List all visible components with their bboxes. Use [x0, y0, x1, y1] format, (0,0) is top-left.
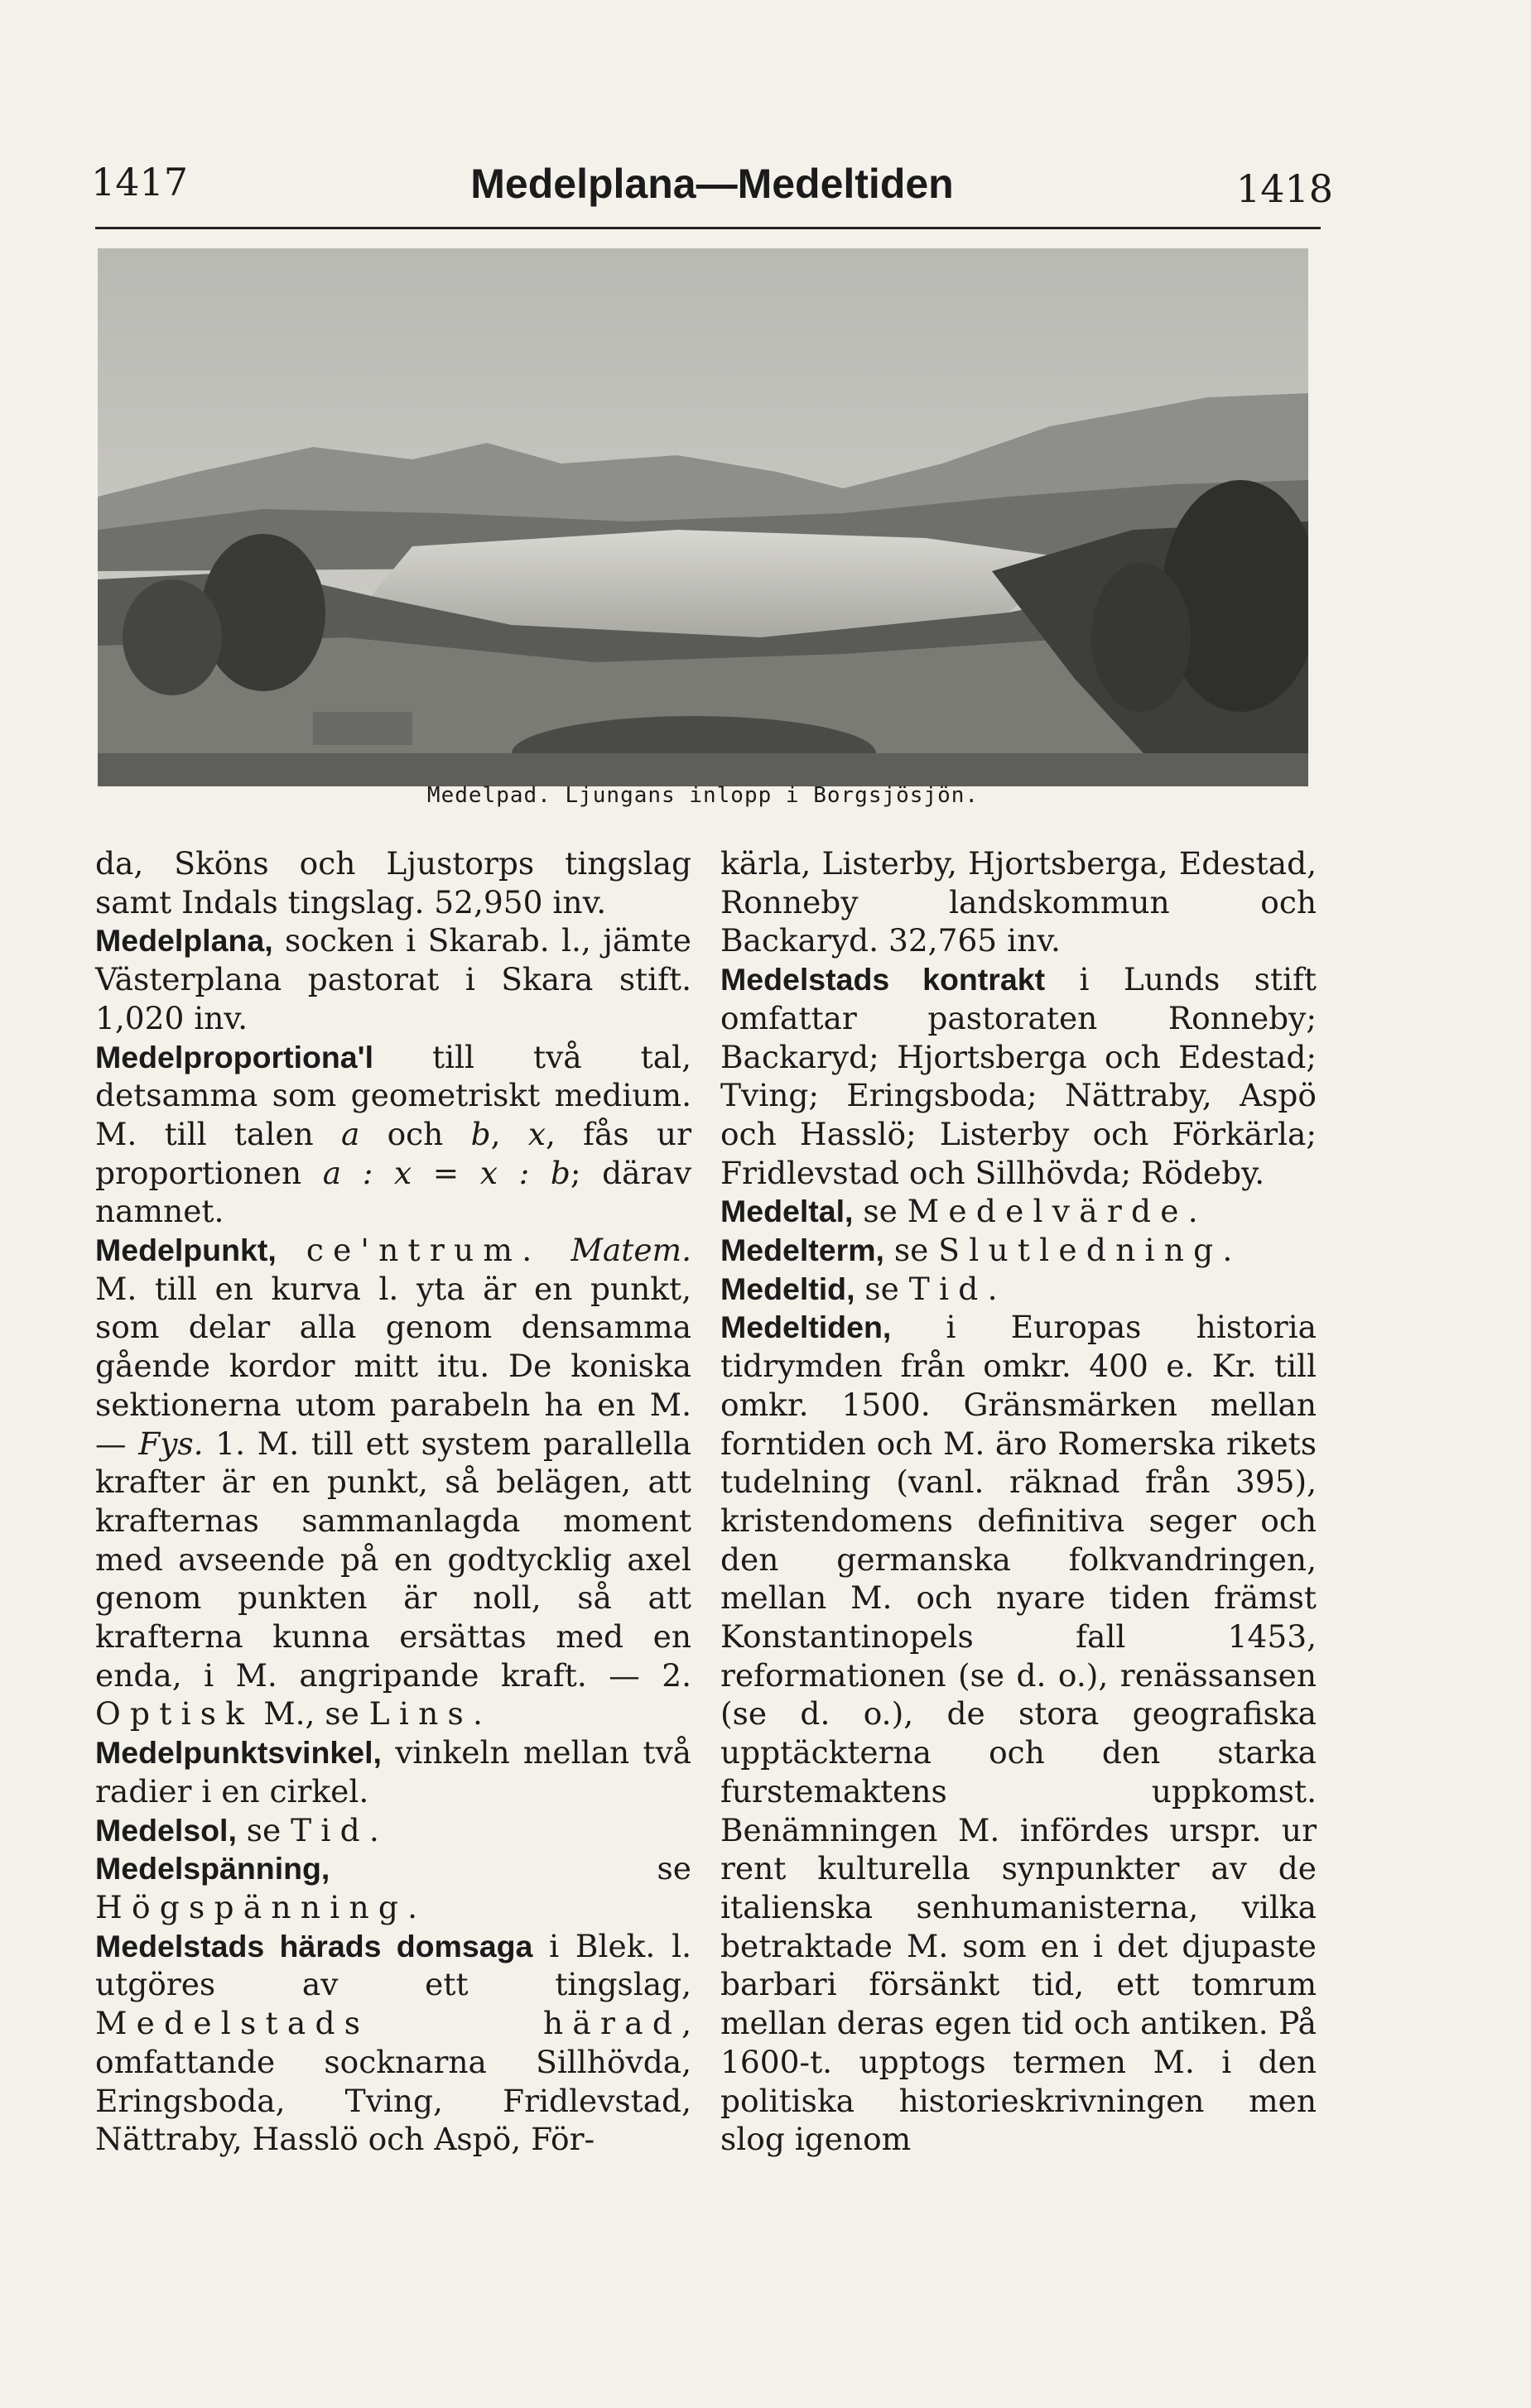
entry-medelpunkt: Medelpunkt, ce'ntrum. Matem. M. till en kurva l. yta är en punkt, som delar alla genom densamma gående kordor mitt itu. De koniska sektionerna utom parabeln ha en M. — Fys. 1. M. till ett system parallella krafter är en punkt, så belägen, att krafternas sammanlagda moment med avseende på en godtycklig axel genom punkten är noll, så att krafterna kunna ersättas med en enda, i M. angripande kraft. — 2. Optisk M., se Lins. [95, 1232, 691, 1733]
header-rule [95, 227, 1321, 229]
entry-continuation-right: kärla, Listerby, Hjortsberga, Edestad, Ronneby landskommun och Backaryd. 32,765 inv. [720, 845, 1317, 959]
entry-medeltid: Medeltid, se Tid. [720, 1270, 998, 1307]
entry-medelstads-kontrakt: Medelstads kontrakt i Lunds stift omfattar pastoraten Ronneby; Backaryd; Hjortsberga och Edestad; Tving; Eringsboda; Nättraby, Aspö och Hasslö; Listerby och Förkärla; Fridlevstad och Sillhövda; Rödeby. [720, 961, 1317, 1191]
entry-continuation: da, Sköns och Ljustorps tingslag samt Indals tingslag. 52,950 inv. [95, 845, 691, 920]
left-column [95, 844, 691, 2159]
entry-medeltal: Medeltal, se Medelvärde. [720, 1193, 1198, 1230]
entry-medelterm: Medelterm, se Slutledning. [720, 1232, 1233, 1269]
entry-medelspanning: Medelspänning, se Högspänning. [95, 1850, 691, 1925]
photo-caption: Medelpad. Ljungans inlopp i Borgsjösjön. [426, 783, 980, 808]
page-header [91, 137, 1333, 228]
lake-landscape-image [98, 248, 1308, 786]
entry-medelstads-harads-domsaga: Medelstads härads domsaga i Blek. l. utgöres av ett tingslag, Medelstads härad, omfattande socknarna Sillhövda, Eringsboda, Tving, Fridlevstad, Nättraby, Hasslö och Aspö, För- [95, 1927, 691, 2158]
entry-medelsol: Medelsol, se Tid. [95, 1811, 379, 1848]
running-title: Medelplana—Medeltiden [470, 161, 954, 207]
right-column [720, 844, 1317, 2159]
entry-medeltiden: Medeltiden, i Europas historia tidrymden från omkr. 400 e. Kr. till omkr. 1500. Gränsmärken mellan forntiden och M. äro Romerska rikets tudelning (vanl. räknad från 395), kristendomens definitiva seger och den germanska folkvandringen, mellan M. och nyare tiden främst Konstantinopels fall 1453, reformationen (se d. o.), renässansen (se d. o.), de stora geografiska upptäckterna och den starka furstemaktens uppkomst. Benämningen M. infördes urspr. ur rent kulturella synpunkter av de italienska senhumanisterna, vilka betraktade M. som en i det djupaste barbari försänkt tid, ett tomrum mellan deras egen tid och antiken. På 1600-t. upptogs termen M. i den politiska historieskrivningen men slog igenom [720, 1309, 1317, 2158]
page-number-left: 1417 [91, 160, 189, 204]
entry-medelproportional: Medelproportiona'l till två tal, detsamma som geometriskt medium. M. till talen a och b, x, fås ur proportionen a : x = x : b; därav namnet. [95, 1038, 691, 1230]
entry-medelpunktsvinkel: Medelpunktsvinkel, vinkeln mellan två radier i en cirkel. [95, 1734, 691, 1810]
entry-medelplana: Medelplana, socken i Skarab. l., jämte Västerplana pastorat i Skara stift. 1,020 inv. [95, 922, 691, 1036]
landscape-photo [98, 248, 1308, 786]
page-number-right: 1418 [1235, 166, 1333, 211]
